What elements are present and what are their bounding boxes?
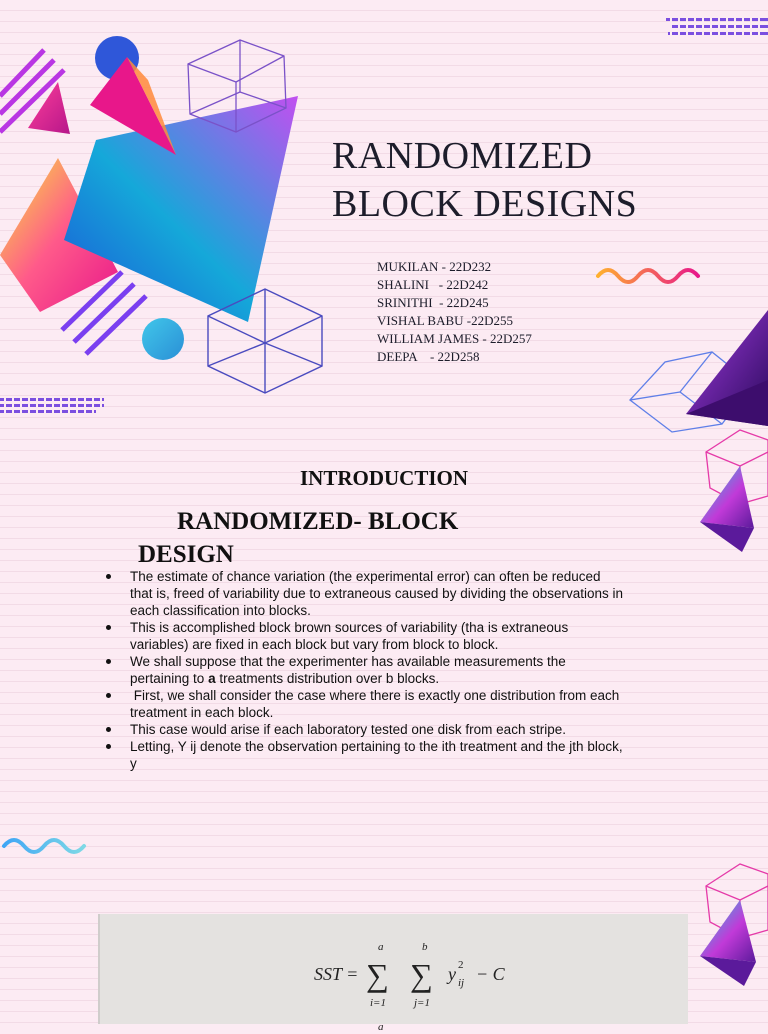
member-item: VISHAL BABU -22D255 [377, 313, 514, 328]
bullet-text: This is accomplished block brown sources of variability (tha is extraneous variables) are fixed in each block but vary from block to block. [130, 620, 569, 652]
next-upper: a [378, 1021, 384, 1033]
section-heading: INTRODUCTION [299, 466, 469, 490]
member-item: WILLIAM JAMES - 22D257 [377, 331, 532, 346]
bullet-dot-icon [106, 574, 111, 579]
sst-formula [314, 934, 534, 1034]
title-line-1: RANDOMIZED [332, 135, 593, 177]
bullet-dot-icon [106, 744, 111, 749]
bullet-text: The estimate of chance variation (the experimental error) can often be reduced that is, freed of variability due to extraneous caused by dividing the observations in each classification into blocks. [130, 569, 624, 618]
bullet-text: Letting, Y ij denote the observation pertaining to the ith treatment and the jth block, y [130, 739, 623, 771]
bullet-text-after: treatments distribution over b blocks. [215, 671, 440, 686]
sum2-lower: j=1 [414, 997, 430, 1009]
sigma-icon: ∑ [366, 957, 389, 993]
bullet-item [106, 653, 626, 687]
bullet-dot-icon [106, 693, 111, 698]
bullet-dot-icon [106, 625, 111, 630]
bullet-item [106, 687, 626, 721]
formula-image [98, 914, 688, 1033]
bullet-dot-icon [106, 727, 111, 732]
bullet-item [106, 738, 626, 772]
formula-term-sub: ij [458, 977, 465, 989]
bullet-dot-icon [106, 659, 111, 664]
member-item: SHALINI - 22D242 [377, 277, 489, 292]
formula-lhs: SST = [314, 964, 359, 984]
bullet-text: First, we shall consider the case where there is exactly one distribution from each treatment in each block. [130, 688, 624, 720]
slide-title [332, 132, 637, 228]
bullet-item [106, 619, 626, 653]
formula-rest: − C [476, 964, 505, 984]
sum2-upper: b [422, 941, 428, 953]
bullet-bold-a: a [208, 671, 216, 686]
sum1-upper: a [378, 941, 384, 953]
sum1-lower: i=1 [370, 997, 386, 1009]
sigma-icon: ∑ [410, 957, 433, 993]
bullet-list [106, 568, 626, 772]
member-item: SRINITHI - 22D245 [377, 295, 489, 310]
bullet-item [106, 568, 626, 619]
bullet-item [106, 721, 626, 738]
bullet-text: This case would arise if each laboratory tested one disk from each stripe. [130, 722, 566, 737]
member-item: MUKILAN - 22D232 [377, 259, 492, 274]
member-item: DEEPA - 22D258 [377, 349, 480, 364]
formula-term-sup: 2 [458, 959, 464, 971]
subheading-line-2: DESIGN [138, 541, 234, 568]
title-line-2: BLOCK DESIGNS [332, 183, 638, 225]
subheading-line-1: RANDOMIZED- BLOCK [177, 508, 459, 535]
formula-term: y [448, 964, 456, 984]
member-list [377, 258, 532, 366]
bullet-text-before: We shall suppose that the experimenter has available measurements the pertaining to [130, 654, 566, 686]
